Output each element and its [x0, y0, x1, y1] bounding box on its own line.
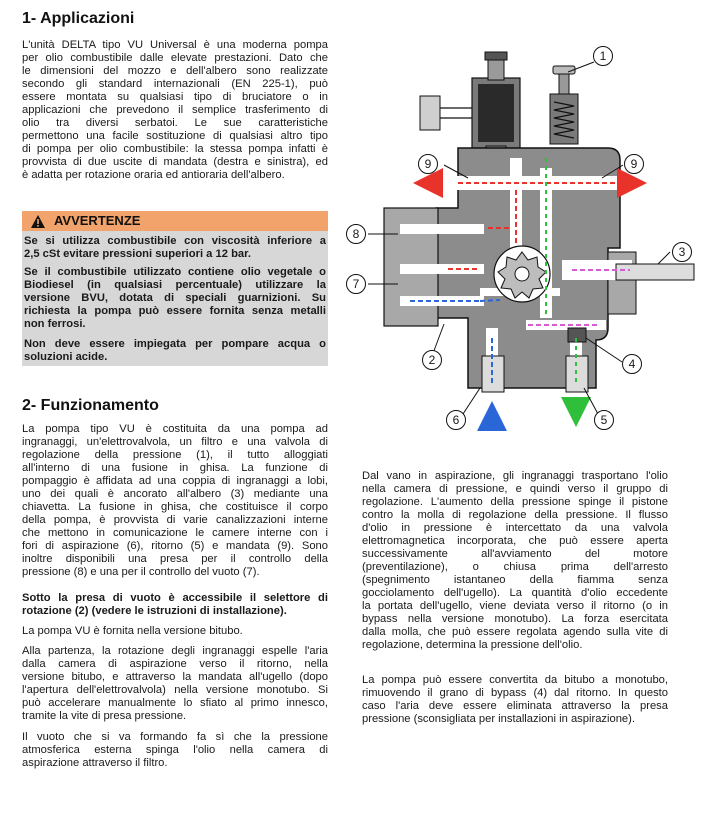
section2-paragraph-4: [22, 645, 328, 723]
text-line: può accelerare manualmente lo sfiato al primo innesco,: [22, 697, 328, 709]
section1-title: 1- Applicazioni: [22, 10, 135, 27]
solenoid-coil: [472, 52, 520, 160]
text-line: Il vuoto che si va formando fa sì che la pressione: [22, 731, 328, 743]
text-line: olio tra diversi serbatoi. Le sue caratteristiche: [22, 117, 328, 129]
text-line: La pompa tipo VU è costituita da una pompa ad: [22, 423, 328, 435]
text-line: Biodiesel (in qualsiasi percentuale) utilizzare la: [24, 279, 326, 291]
text-line: regolazione, determina la pressione dell'olio.: [362, 639, 583, 651]
text-line: secondo gli standard internazionali (EN 225-1), può: [22, 78, 328, 90]
warning-paragraph-3: [24, 338, 326, 364]
callout-2: 2: [422, 350, 442, 370]
text-line: versione bitubo, e attraverso la mandata all'ugello (dopo: [22, 671, 328, 683]
text-line: la portata dell'ugello, viene deviata verso il ritorno (o in: [362, 600, 668, 612]
text-line: provvista di due uscite di mandata (destra e sinistra), ed: [22, 156, 328, 168]
warning-title: AVVERTENZE: [54, 213, 141, 228]
text-line: nella camera di pressione, e quindi verso il gruppo di: [362, 483, 668, 495]
section2-paragraph-2: [22, 592, 328, 618]
callout-9-left: 9: [418, 154, 438, 174]
callout-1: 1: [593, 46, 613, 66]
text-line: L'unità DELTA tipo VU Universal è una moderna pompa: [22, 39, 328, 51]
text-line: rimuovendo il grano di bypass (4) dal ritorno. In questo: [362, 687, 668, 699]
text-line: (preventilazione), o chiusa prima dell'arresto: [362, 561, 668, 573]
text-line: applicazioni che prevedono il semplice trasferimento di: [22, 104, 328, 116]
text-line: pompaggio è affidata ad una coppia di ingranaggi a lobi,: [22, 475, 328, 487]
section2-paragraph-3: [22, 625, 328, 638]
text-line: atmosferica esterna spinga l'olio nella camera di: [22, 744, 328, 756]
section2-paragraph-5: [22, 731, 328, 770]
text-line: Alla partenza, la rotazione degli ingranaggi espelle l'aria: [22, 645, 328, 657]
text-line: aspirazione attraverso il filtro.: [22, 757, 168, 769]
callout-7: 7: [346, 274, 366, 294]
text-line: 2,5 cSt evitare pressioni superiori a 12 bar.: [24, 248, 251, 260]
warning-paragraph-1: [24, 235, 326, 261]
section2-title: 2- Funzionamento: [22, 397, 159, 414]
right-paragraph-2: [362, 674, 668, 726]
text-line: caso l'aria deve essere eliminata attraverso la presa: [362, 700, 668, 712]
text-line: tramite la vite di presa pressione.: [22, 710, 187, 722]
text-line: elettromagnetica incorporata, che può essere aperta: [362, 535, 668, 547]
text-line: richiesta la pompa può essere fornita senza metalli: [24, 305, 326, 317]
text-line: ingranaggi, un'elettrovalvola, un filtro e una valvola di: [22, 436, 328, 448]
right-paragraph-1: [362, 470, 668, 652]
electrical-connector: [420, 96, 472, 130]
pressure-regulator-screw: [550, 66, 578, 144]
callout-5: 5: [594, 410, 614, 430]
callout-6: 6: [446, 410, 466, 430]
text-line: di pompa per olio combustibile: la stessa pompa infatti è: [22, 143, 328, 155]
text-line: uno dei quali è ancorato all'albero (3) mediante una: [22, 488, 328, 500]
pump-shaft: [616, 264, 694, 280]
text-line: Sotto la presa di vuoto è accessibile il selettore di: [22, 592, 328, 604]
text-line: dalla molla, che può essere regolata agendo sulla vite di: [362, 626, 668, 638]
text-line: (spegnimento istantaneo della fiamma senza: [362, 574, 668, 586]
gear-rotor: [494, 246, 550, 302]
callout-4: 4: [622, 354, 642, 374]
callout-9-right: 9: [624, 154, 644, 174]
text-line: chiavetta. La fusione in ghisa, che costituisce il corpo: [22, 501, 328, 513]
text-line: Dal vano in aspirazione, gli ingranaggi trasportano l'olio: [362, 470, 668, 482]
text-line: non ferrosi.: [24, 318, 86, 330]
callout-3: 3: [672, 242, 692, 262]
text-line: inoltre disponibili una presa per il controllo della: [22, 553, 328, 565]
warning-triangle-icon: [30, 214, 46, 229]
text-line: soluzioni acide.: [24, 351, 108, 363]
text-line: che mettono in comunicazione le camere interne con i: [22, 527, 328, 539]
text-line: le dimensioni del mozzo e dell'albero sono realizzate: [22, 65, 328, 77]
text-line: La pompa VU è fornita nella versione bitubo.: [22, 625, 243, 637]
text-line: Non deve essere impiegata per pompare acqua o: [24, 338, 326, 350]
text-line: La pompa può essere convertita da bitubo a monotubo,: [362, 674, 668, 686]
text-line: pressione (8) e una per il controllo del vuoto (7).: [22, 566, 260, 578]
text-line: della pompa, è provvista di varie canalizzazioni interne: [22, 514, 328, 526]
text-line: gocciolamento dell'ugello). La quantità d'olio eccedente: [362, 587, 668, 599]
section1-paragraph: [22, 39, 328, 182]
warning-paragraph-2: [24, 266, 326, 331]
text-line: Se si utilizza combustibile con viscosità inferiore a: [24, 235, 326, 247]
text-line: permettono una facile sostituzione di qualsiasi altro tipo: [22, 130, 328, 142]
callout-8: 8: [346, 224, 366, 244]
text-line: Se il combustibile utilizzato contiene olio vegetale o: [24, 266, 326, 278]
text-line: per olio combustibile dalle elevate prestazioni. Dato che: [22, 52, 328, 64]
text-line: d'olio in pressione è intercettato da una valvola: [362, 522, 668, 534]
text-line: contro la molla di regolazione della pressione. Il flusso: [362, 509, 668, 521]
section2-paragraph-1: [22, 423, 328, 579]
text-line: fori di aspirazione (6), ritorno (5) e mandata (9). Sono: [22, 540, 328, 552]
pump-cross-section-diagram: [340, 38, 700, 438]
text-line: è adatta per rotazione oraria ed antioraria dell'albero.: [22, 169, 285, 181]
text-line: bypass nella versione monotubo). La forza esercitata: [362, 613, 668, 625]
text-line: regolazione. L'aumento della pressione spinge il pistone: [362, 496, 668, 508]
text-line: all'interno di una fusione in ghisa. La funzione di: [22, 462, 328, 474]
warning-header: [22, 211, 328, 231]
text-line: rotazione (2) (vedere le istruzioni di installazione).: [22, 605, 287, 617]
text-line: essere montata su qualsiasi tipo di bruciatore o in: [22, 91, 328, 103]
text-line: versione BVU, dotata di speciali guarnizioni. Su: [24, 292, 326, 304]
text-line: successivamente all'avviamento del motore: [362, 548, 668, 560]
text-line: regolazione della pressione (1), il tutto alloggiati: [22, 449, 328, 461]
text-line: l'apertura dell'elettrovalvola) nella versione monotubo. Si: [22, 684, 328, 696]
text-line: dalla camera di aspirazione verso il ritorno, nella: [22, 658, 328, 670]
text-line: pressione (sconsigliata per installazioni in aspirazione).: [362, 713, 635, 725]
